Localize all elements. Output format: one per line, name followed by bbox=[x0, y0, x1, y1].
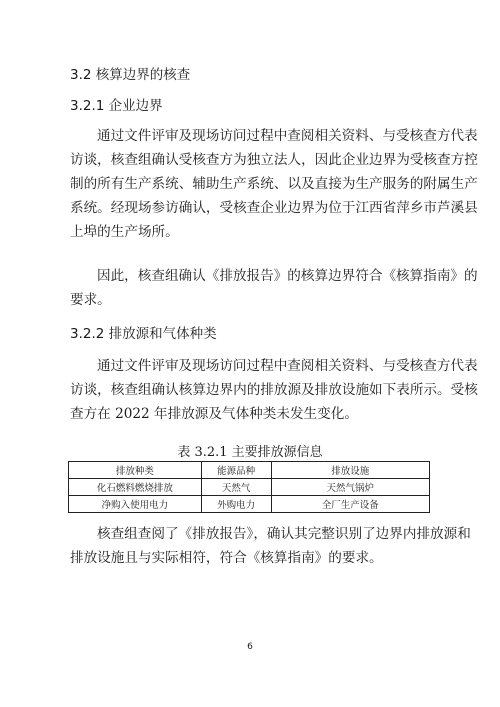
paragraph-closing bbox=[70, 522, 471, 570]
table-row bbox=[69, 496, 430, 513]
table-header-cell: 排放种类 bbox=[69, 462, 202, 479]
text-line: 系统。经现场参访确认，受核查企业边界为位于江西省萍乡市芦溪县 bbox=[70, 200, 478, 216]
text-line: 访谈，核查组确认受核查方为独立法人，因此企业边界为受核查方控 bbox=[70, 152, 478, 168]
table-cell: 全厂生产设备 bbox=[271, 496, 429, 513]
page-number: 6 bbox=[247, 642, 253, 652]
text-line: 上埠的生产场所。 bbox=[70, 224, 179, 240]
text-line: 排放设施且与实际相符，符合《核算指南》的要求。 bbox=[70, 550, 383, 566]
section-heading: 3.2 核算边界的核查 bbox=[70, 67, 191, 83]
text-line: 通过文件评审及现场访问过程中查阅相关资料、与受核查方代表 bbox=[97, 358, 478, 374]
paragraph-emission-sources bbox=[70, 354, 478, 426]
subsection-heading-emission-sources: 3.2.2 排放源和气体种类 bbox=[70, 326, 217, 342]
text-line: 访谈，核查组确认核算边界内的排放源及排放设施如下表所示。受核 bbox=[70, 382, 478, 398]
text-line: 通过文件评审及现场访问过程中查阅相关资料、与受核查方代表 bbox=[97, 128, 478, 144]
emission-source-table bbox=[68, 461, 430, 513]
table-caption: 表 3.2.1 主要排放源信息 bbox=[177, 445, 323, 460]
table-header-cell: 能源品种 bbox=[201, 462, 271, 479]
table-cell: 外购电力 bbox=[201, 496, 271, 513]
table-cell: 化石燃料燃烧排放 bbox=[69, 479, 202, 496]
table-cell: 天然气 bbox=[201, 479, 271, 496]
text-line: 要求。 bbox=[70, 292, 111, 308]
text-line: 查方在 2022 年排放源及气体种类未发生变化。 bbox=[70, 406, 358, 422]
table-header-row bbox=[69, 462, 430, 479]
text-line: 核查组查阅了《排放报告》，确认其完整识别了边界内排放源和 bbox=[97, 526, 471, 542]
table-row bbox=[69, 479, 430, 496]
text-line: 因此，核查组确认《排放报告》的核算边界符合《核算指南》的 bbox=[97, 268, 478, 284]
paragraph-boundary-conclusion bbox=[70, 264, 478, 312]
subsection-heading-enterprise-boundary: 3.2.1 企业边界 bbox=[70, 98, 163, 114]
text-line: 制的所有生产系统、辅助生产系统、以及直接为生产服务的附属生产 bbox=[70, 176, 478, 192]
table-header-cell: 排放设施 bbox=[271, 462, 429, 479]
table-cell: 净购入使用电力 bbox=[69, 496, 202, 513]
table-cell: 天然气锅炉 bbox=[271, 479, 429, 496]
paragraph-enterprise-boundary bbox=[70, 124, 478, 244]
